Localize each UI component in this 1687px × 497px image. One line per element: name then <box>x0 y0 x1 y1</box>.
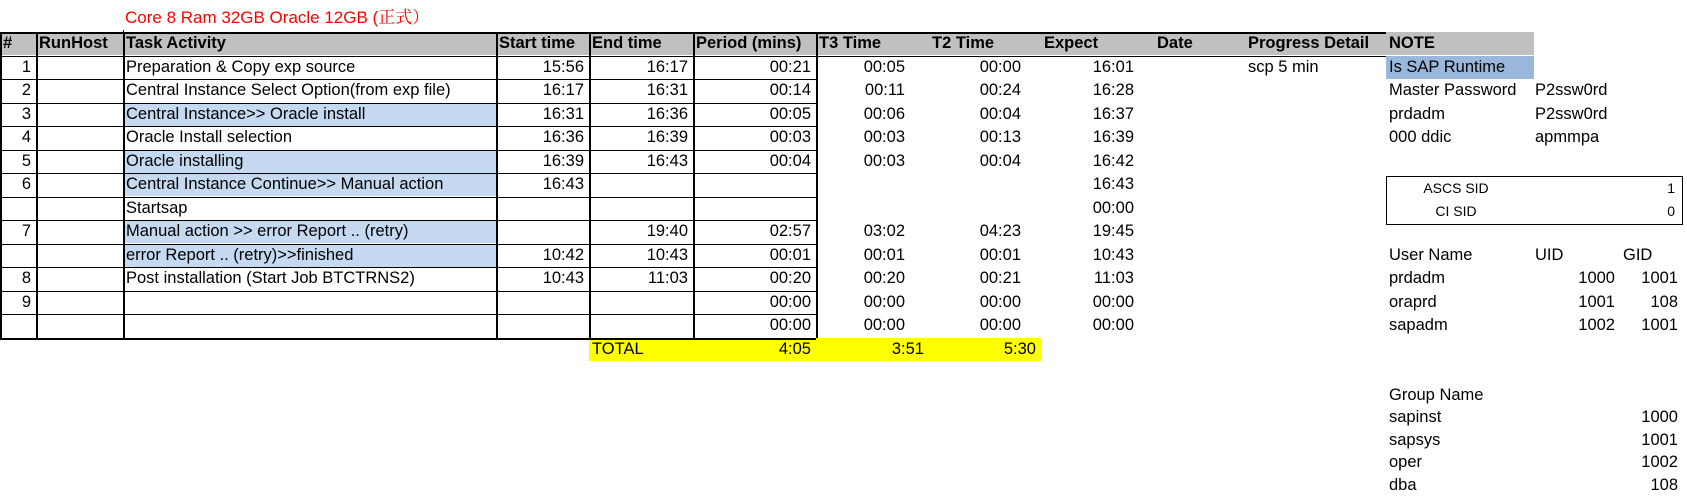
task-activity-cell[interactable]: Central Instance>> Oracle install <box>123 103 496 126</box>
group-name-cell[interactable]: dba <box>1389 475 1417 494</box>
t2-time-cell[interactable]: 04:23 <box>979 222 1021 240</box>
total-t2[interactable]: 5:30 <box>929 338 1041 361</box>
expect-cell[interactable]: 16:39 <box>1092 128 1134 146</box>
row-number[interactable]: 4 <box>21 128 31 146</box>
t3-time-cell[interactable] <box>816 173 929 196</box>
uid-cell[interactable]: 1001 <box>1578 292 1615 311</box>
group-name-cell[interactable]: oper <box>1389 453 1423 471</box>
runhost-cell[interactable] <box>36 150 123 173</box>
period-cell[interactable] <box>693 197 816 220</box>
start-time-cell[interactable] <box>496 197 589 220</box>
task-activity-cell[interactable]: Manual action >> error Report .. (retry) <box>123 220 496 243</box>
uid-header[interactable]: UID <box>1535 245 1564 264</box>
t2-time-cell[interactable]: 00:24 <box>979 81 1021 99</box>
row-border <box>0 197 816 198</box>
sid-box-right <box>1682 176 1683 225</box>
start-time-cell[interactable] <box>496 291 589 314</box>
expect-cell[interactable]: 16:37 <box>1092 104 1134 123</box>
period-cell[interactable] <box>693 173 816 196</box>
credential-label[interactable]: 000 ddic <box>1389 128 1452 146</box>
t2-time-cell[interactable]: 00:00 <box>979 292 1021 311</box>
header-no[interactable]: # <box>0 32 36 55</box>
end-time-cell[interactable] <box>589 173 693 196</box>
gid-header[interactable]: GID <box>1623 245 1653 264</box>
credential-label[interactable]: Master Password <box>1389 81 1517 99</box>
runhost-cell[interactable] <box>36 244 123 267</box>
end-time-cell[interactable]: 16:17 <box>646 57 688 76</box>
header-period[interactable]: Period (mins) <box>693 32 816 55</box>
task-activity-cell[interactable]: Startsap <box>126 198 188 217</box>
start-time-cell[interactable]: 16:36 <box>542 128 584 146</box>
start-time-cell[interactable]: 10:42 <box>542 245 584 264</box>
row-border <box>0 220 816 221</box>
total-period[interactable]: 4:05 <box>693 338 816 361</box>
total-t3[interactable]: 3:51 <box>816 338 929 361</box>
progress-detail-cell[interactable] <box>1245 220 1386 243</box>
uid-cell[interactable]: 1000 <box>1578 269 1615 287</box>
row-border <box>0 314 816 315</box>
col-border <box>123 32 125 338</box>
expect-cell[interactable]: 16:28 <box>1092 81 1134 99</box>
t3-time-cell[interactable] <box>816 197 929 220</box>
task-activity-cell[interactable] <box>123 291 496 314</box>
group-gid-cell[interactable]: 1002 <box>1641 453 1678 471</box>
row-border <box>0 267 816 268</box>
start-time-cell[interactable]: 10:43 <box>542 269 584 287</box>
progress-detail-cell[interactable]: scp 5 min <box>1248 57 1319 76</box>
expect-cell[interactable]: 16:42 <box>1092 151 1134 170</box>
header-start[interactable]: Start time <box>496 32 589 55</box>
start-time-cell[interactable] <box>496 220 589 243</box>
col-border <box>816 32 818 338</box>
end-time-cell[interactable] <box>589 197 693 220</box>
period-cell[interactable]: 00:21 <box>769 57 811 76</box>
row-number[interactable]: 7 <box>21 222 31 240</box>
sid-box-bottom <box>1386 224 1683 225</box>
header-date[interactable]: Date <box>1154 32 1245 55</box>
task-activity-cell[interactable]: Preparation & Copy exp source <box>126 57 356 76</box>
expect-cell[interactable]: 16:01 <box>1092 57 1134 76</box>
runhost-cell[interactable] <box>36 79 123 102</box>
group-gid-cell[interactable]: 1001 <box>1641 430 1678 449</box>
t3-time-cell[interactable]: 00:01 <box>863 245 905 264</box>
runhost-cell[interactable] <box>36 291 123 314</box>
period-cell[interactable]: 00:00 <box>769 292 811 311</box>
period-cell[interactable]: 00:04 <box>769 151 811 170</box>
user-name-cell[interactable]: oraprd <box>1389 292 1437 311</box>
period-cell[interactable]: 02:57 <box>769 222 811 240</box>
row-border <box>0 103 816 104</box>
header-host[interactable]: RunHost <box>36 32 123 55</box>
col-border <box>589 32 591 338</box>
runhost-cell[interactable] <box>36 220 123 243</box>
header-note[interactable]: NOTE <box>1386 32 1534 55</box>
expect-cell[interactable]: 16:43 <box>1092 175 1134 193</box>
t2-time-cell[interactable]: 00:04 <box>979 151 1021 170</box>
title-box-left <box>123 30 124 33</box>
expect-cell[interactable]: 11:03 <box>1093 269 1134 287</box>
header-progress[interactable]: Progress Detail <box>1245 32 1386 55</box>
runhost-cell[interactable] <box>36 126 123 149</box>
end-time-cell[interactable]: 16:31 <box>646 81 688 99</box>
start-time-cell[interactable]: 16:31 <box>542 104 584 123</box>
task-activity-cell[interactable]: error Report .. (retry)>>finished <box>123 244 496 267</box>
user-name-header[interactable]: User Name <box>1389 245 1473 264</box>
progress-detail-cell[interactable] <box>1245 103 1386 126</box>
expect-cell[interactable]: 00:00 <box>1092 316 1134 334</box>
row-border <box>0 150 816 151</box>
progress-detail-cell[interactable] <box>1245 314 1386 337</box>
end-time-cell[interactable]: 16:39 <box>646 128 688 146</box>
sid-value[interactable]: 1 <box>1667 180 1675 196</box>
header-t3[interactable]: T3 Time <box>816 32 929 55</box>
t3-time-cell[interactable]: 00:03 <box>863 151 905 170</box>
credential-label[interactable]: prdadm <box>1389 104 1445 123</box>
t2-time-cell[interactable]: 00:13 <box>979 128 1021 146</box>
period-cell[interactable]: 00:20 <box>769 269 811 287</box>
sid-label[interactable]: CI SID <box>1435 203 1477 219</box>
uid-cell[interactable]: 1002 <box>1578 316 1615 334</box>
task-activity-cell[interactable]: Oracle Install selection <box>126 128 292 146</box>
row-border <box>0 126 816 127</box>
t3-time-cell[interactable]: 00:05 <box>863 57 905 76</box>
t3-time-cell[interactable]: 00:11 <box>864 81 905 99</box>
credential-value[interactable]: P2ssw0rd <box>1535 81 1608 99</box>
progress-detail-cell[interactable] <box>1245 244 1386 267</box>
task-activity-cell[interactable] <box>123 314 496 337</box>
user-name-cell[interactable]: prdadm <box>1389 269 1445 287</box>
t3-time-cell[interactable]: 03:02 <box>863 222 905 240</box>
end-time-cell[interactable] <box>589 291 693 314</box>
t3-time-cell[interactable]: 00:03 <box>863 128 905 146</box>
sid-value[interactable]: 0 <box>1667 203 1675 219</box>
period-cell[interactable]: 00:00 <box>769 316 811 334</box>
t3-time-cell[interactable]: 00:20 <box>863 269 905 287</box>
expect-cell[interactable]: 00:00 <box>1092 292 1134 311</box>
row-border <box>0 173 816 174</box>
start-time-cell[interactable]: 15:56 <box>542 57 584 76</box>
start-time-cell[interactable]: 16:43 <box>542 175 584 193</box>
header-task[interactable]: Task Activity <box>123 32 496 55</box>
task-activity-cell[interactable]: Post installation (Start Job BTCTRNS2) <box>126 269 415 287</box>
progress-detail-cell[interactable] <box>1245 197 1386 220</box>
runhost-cell[interactable] <box>36 197 123 220</box>
runhost-cell[interactable] <box>36 314 123 337</box>
runhost-cell[interactable] <box>36 173 123 196</box>
group-name-header[interactable]: Group Name <box>1389 385 1484 404</box>
task-activity-cell[interactable]: Central Instance Select Option(from exp file) <box>126 81 451 99</box>
sid-box-top <box>1386 176 1683 177</box>
gid-cell[interactable]: 1001 <box>1641 269 1678 287</box>
gid-cell[interactable]: 1001 <box>1641 316 1678 334</box>
progress-detail-cell[interactable] <box>1245 267 1386 290</box>
credential-value[interactable]: apmmpa <box>1535 128 1600 146</box>
t2-time-cell[interactable]: 00:04 <box>979 104 1021 123</box>
start-time-cell[interactable]: 16:17 <box>542 81 584 99</box>
task-activity-cell[interactable]: Oracle installing <box>123 150 496 173</box>
row-number[interactable] <box>0 197 36 220</box>
header-expect[interactable]: Expect <box>1041 32 1154 55</box>
row-number[interactable]: 1 <box>21 57 31 76</box>
progress-detail-cell[interactable] <box>1245 79 1386 102</box>
end-time-cell[interactable]: 10:43 <box>646 245 688 264</box>
t2-time-cell[interactable] <box>929 173 1041 196</box>
gid-cell[interactable]: 108 <box>1650 292 1678 311</box>
group-name-cell[interactable]: sapsys <box>1389 430 1441 449</box>
expect-cell[interactable]: 00:00 <box>1092 198 1134 217</box>
row-number[interactable] <box>0 244 36 267</box>
end-time-cell[interactable]: 16:36 <box>646 104 688 123</box>
runhost-cell[interactable] <box>36 103 123 126</box>
col-border <box>693 32 695 338</box>
user-name-cell[interactable]: sapadm <box>1389 316 1448 334</box>
t3-time-cell[interactable]: 00:00 <box>863 292 905 311</box>
sap-runtime-note[interactable]: Is SAP Runtime <box>1386 56 1534 79</box>
row-number[interactable]: 6 <box>21 175 31 193</box>
t3-time-cell[interactable]: 00:00 <box>863 316 905 334</box>
end-time-cell[interactable]: 16:43 <box>646 151 688 170</box>
group-gid-cell[interactable]: 1000 <box>1641 408 1678 426</box>
t3-time-cell[interactable]: 00:06 <box>863 104 905 123</box>
period-cell[interactable]: 00:03 <box>769 128 811 146</box>
expect-cell[interactable]: 10:43 <box>1092 245 1134 264</box>
col-border <box>36 32 38 338</box>
header-t2[interactable]: T2 Time <box>929 32 1041 55</box>
row-number[interactable]: 5 <box>21 151 31 170</box>
period-cell[interactable]: 00:01 <box>769 245 811 264</box>
sheet-title: Core 8 Ram 32GB Oracle 12GB (正式） <box>125 8 430 27</box>
row-number[interactable]: 3 <box>21 104 31 123</box>
table-bottom-border <box>0 338 816 340</box>
row-border <box>0 79 816 80</box>
t2-time-cell[interactable]: 00:00 <box>979 316 1021 334</box>
progress-detail-cell[interactable] <box>1245 291 1386 314</box>
runhost-cell[interactable] <box>36 56 123 79</box>
t2-time-cell[interactable] <box>929 197 1041 220</box>
runhost-cell[interactable] <box>36 267 123 290</box>
row-border <box>0 244 816 245</box>
group-name-cell[interactable]: sapinst <box>1389 408 1442 426</box>
progress-detail-cell[interactable] <box>1245 173 1386 196</box>
start-time-cell[interactable]: 16:39 <box>542 151 584 170</box>
header-end[interactable]: End time <box>589 32 693 55</box>
period-cell[interactable]: 00:05 <box>769 104 811 123</box>
row-number[interactable]: 8 <box>21 269 31 287</box>
row-border <box>0 291 816 292</box>
end-time-cell[interactable]: 19:40 <box>646 222 688 240</box>
period-cell[interactable]: 00:14 <box>769 81 811 99</box>
col-border <box>0 32 2 338</box>
sid-label[interactable]: ASCS SID <box>1423 180 1489 196</box>
end-time-cell[interactable] <box>589 314 693 337</box>
progress-detail-cell[interactable] <box>1245 150 1386 173</box>
row-number[interactable]: 9 <box>21 292 31 311</box>
task-activity-cell[interactable]: Central Instance Continue>> Manual action <box>123 173 496 196</box>
t2-time-cell[interactable]: 00:01 <box>979 245 1021 264</box>
t2-time-cell[interactable]: 00:21 <box>979 269 1021 287</box>
row-number[interactable]: 2 <box>21 81 31 99</box>
sid-box-left <box>1386 176 1387 225</box>
total-label[interactable]: TOTAL <box>589 338 693 361</box>
col-border <box>496 32 498 338</box>
row-number[interactable] <box>0 314 36 337</box>
end-time-cell[interactable]: 11:03 <box>647 269 688 287</box>
credential-value[interactable]: P2ssw0rd <box>1535 104 1608 123</box>
t2-time-cell[interactable]: 00:00 <box>979 57 1021 76</box>
start-time-cell[interactable] <box>496 314 589 337</box>
progress-detail-cell[interactable] <box>1245 126 1386 149</box>
expect-cell[interactable]: 19:45 <box>1092 222 1134 240</box>
group-gid-cell[interactable]: 108 <box>1650 475 1678 494</box>
